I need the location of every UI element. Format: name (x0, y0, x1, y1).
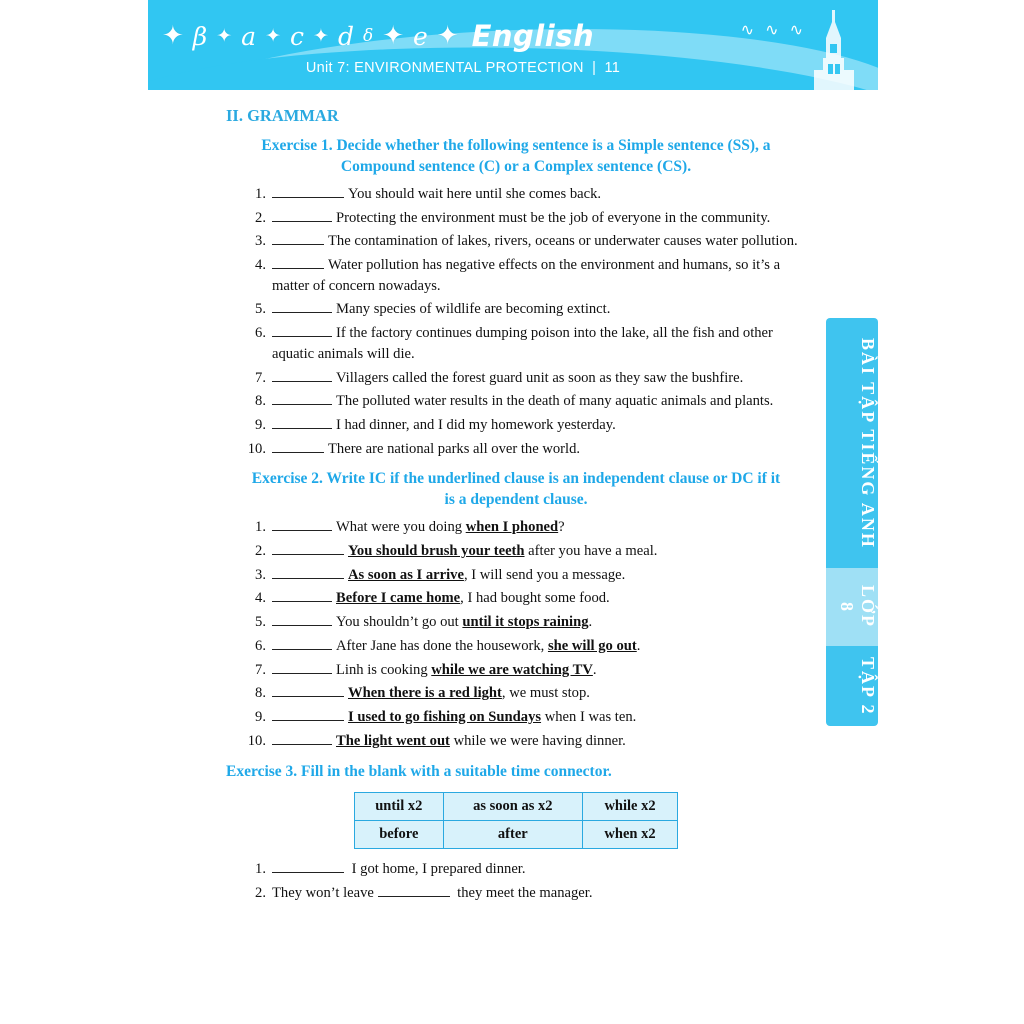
side-tab-grade: LỚP 8 (826, 568, 878, 646)
item-number: 2. (255, 885, 266, 902)
answer-blank[interactable] (272, 543, 344, 555)
underlined-clause: When there is a red light (348, 685, 502, 702)
answer-blank[interactable] (272, 685, 344, 697)
section-title: II. GRAMMAR (226, 106, 339, 125)
answer-blank[interactable] (272, 370, 332, 382)
answer-blank[interactable] (272, 709, 344, 721)
item-number: 6. (255, 637, 266, 654)
underlined-clause: As soon as I arrive (348, 566, 464, 583)
answer-blank[interactable] (272, 393, 332, 405)
item-number: 4. (255, 590, 266, 607)
underlined-clause: I used to go fishing on Sundays (348, 709, 542, 726)
time-connector-table (354, 792, 678, 849)
item-text-post: , we must stop. (501, 685, 590, 702)
answer-blank[interactable] (272, 590, 332, 602)
item-text-pre: After Jane has done the housework, (336, 637, 548, 654)
star-icon: ✦ (162, 21, 184, 51)
answer-blank[interactable] (272, 519, 332, 531)
item-number: 9. (255, 709, 266, 726)
answer-blank[interactable] (272, 257, 324, 269)
item-text-post: after you have a meal. (524, 543, 658, 560)
list-item (226, 612, 806, 633)
unit-header-line (148, 60, 878, 76)
table-cell: as soon as x2 (443, 793, 582, 821)
table-row (355, 821, 678, 849)
item-text: I had dinner, and I did my homework yesterday. (336, 417, 616, 434)
banner-letter-c: c (290, 21, 305, 51)
underlined-clause: when I phoned (465, 519, 559, 536)
list-item (226, 323, 806, 364)
item-text-post: ? (558, 519, 565, 536)
item-number: 8. (255, 393, 266, 410)
answer-blank[interactable] (272, 233, 324, 245)
table-cell: before (355, 821, 444, 849)
side-tab-volume: TẬP 2 (826, 646, 878, 726)
page-header-banner (148, 0, 878, 90)
star-icon: ✦ (313, 24, 329, 47)
answer-blank[interactable] (272, 614, 332, 626)
exercise-1-title-line1: Exercise 1. Decide whether the following sentence is a Simple sentence (SS), a (261, 137, 771, 154)
answer-blank[interactable] (272, 210, 332, 222)
exercise-2-list (226, 517, 806, 751)
answer-blank[interactable] (272, 662, 332, 674)
item-number: 10. (247, 732, 266, 749)
side-tab (826, 318, 878, 726)
table-cell: while x2 (583, 793, 678, 821)
item-text-post: while we were having dinner. (449, 732, 626, 749)
answer-blank[interactable] (272, 861, 344, 873)
item-number: 1. (255, 185, 266, 202)
list-item (226, 517, 806, 538)
item-number: 4. (255, 257, 266, 273)
underlined-clause: she will go out (547, 637, 637, 654)
item-text: I got home, I prepared dinner. (348, 861, 526, 878)
unit-title: Unit 7: ENVIRONMENTAL PROTECTION (305, 60, 584, 76)
item-text: The polluted water results in the death of many aquatic animals and plants. (336, 393, 774, 410)
answer-blank[interactable] (272, 638, 332, 650)
item-number: 1. (255, 861, 266, 878)
underlined-clause: until it stops raining (462, 614, 589, 631)
item-number: 2. (255, 209, 266, 226)
underlined-clause: You should brush your teeth (348, 543, 525, 560)
list-item (226, 439, 806, 460)
item-text-post: . (588, 614, 593, 631)
answer-blank[interactable] (272, 733, 332, 745)
item-text: There are national parks all over the world. (328, 440, 581, 457)
answer-blank[interactable] (272, 417, 332, 429)
item-text: The contamination of lakes, rivers, oceans or underwater causes water pollution. (328, 233, 798, 250)
star-icon: ✦ (436, 21, 459, 51)
exercise-1-list (226, 184, 806, 460)
item-text-pre: They won’t leave (272, 885, 378, 902)
banner-letter-e: e (413, 21, 428, 51)
table-row (355, 793, 678, 821)
answer-blank[interactable] (272, 567, 344, 579)
item-number: 3. (255, 566, 266, 583)
item-number: 5. (255, 614, 266, 631)
item-text: Villagers called the forest guard unit as soon as they saw the bushfire. (336, 369, 744, 386)
list-item (226, 660, 806, 681)
bird-icon: ∿ ∿ ∿ (740, 20, 806, 39)
item-text-post: when I was ten. (541, 709, 637, 726)
exercise-2-title-line2: is a dependent clause. (444, 491, 588, 509)
underlined-clause: while we are watching TV (431, 661, 593, 678)
item-number: 7. (255, 369, 266, 386)
exercise-1-title (226, 136, 806, 178)
item-number: 10. (247, 440, 266, 457)
side-tab-series-title: BÀI TẬP TIẾNG ANH (826, 318, 878, 568)
item-number: 1. (255, 519, 266, 536)
list-item (226, 255, 806, 296)
banner-letter-a: a (241, 21, 257, 51)
answer-blank[interactable] (272, 325, 332, 337)
exercise-1-title-line2: Compound sentence (C) or a Complex sentence (CS). (340, 157, 692, 175)
item-number: 7. (255, 661, 266, 678)
item-text: they meet the manager. (453, 885, 593, 902)
banner-title-word: English (471, 19, 595, 53)
item-number: 9. (255, 417, 266, 434)
page-content (226, 106, 806, 907)
exercise-3-list (226, 859, 806, 903)
list-item (226, 391, 806, 412)
list-item (226, 683, 806, 704)
decorative-glyph: δ (362, 26, 374, 46)
list-item (226, 368, 806, 389)
item-number: 8. (255, 685, 266, 702)
list-item (226, 859, 806, 880)
underlined-clause: The light went out (336, 732, 450, 749)
list-item (226, 565, 806, 586)
item-text-pre: You shouldn’t go out (336, 614, 463, 631)
answer-blank[interactable] (272, 186, 344, 198)
item-text-post: . (636, 637, 641, 654)
answer-blank[interactable] (272, 441, 324, 453)
star-icon: ✦ (265, 24, 281, 47)
exercise-2-title-line1: Exercise 2. Write IC if the underlined clause is an independent clause or DC if it (251, 470, 781, 488)
page-number: 11 (604, 60, 621, 76)
item-text: Water pollution has negative effects on the environment and humans, so it’s a matter of concern nowadays. (272, 257, 781, 294)
item-text-pre: Linh is cooking (336, 661, 432, 678)
list-item (226, 731, 806, 752)
unit-separator: | (592, 60, 597, 76)
star-icon: ✦ (216, 24, 233, 47)
item-text: Many species of wildlife are becoming extinct. (336, 301, 611, 318)
item-text-post: , I had bought some food. (460, 590, 610, 607)
item-number: 6. (255, 325, 266, 342)
item-text-post: . (592, 661, 597, 678)
list-item (226, 299, 806, 320)
item-number: 2. (255, 543, 266, 560)
item-number: 3. (255, 233, 266, 250)
list-item (226, 231, 806, 252)
list-item (226, 184, 806, 205)
list-item (226, 636, 806, 657)
exercise-3-title: Exercise 3. Fill in the blank with a suitable time connector. (226, 762, 612, 780)
table-cell: after (443, 821, 582, 849)
item-text: Protecting the environment must be the job of everyone in the community. (336, 209, 771, 226)
list-item (226, 208, 806, 229)
list-item (226, 883, 806, 904)
answer-blank[interactable] (272, 301, 332, 313)
banner-letter-d: d (337, 21, 354, 51)
answer-blank[interactable] (378, 885, 450, 897)
exercise-2-title (226, 469, 806, 511)
table-cell: until x2 (355, 793, 444, 821)
list-item (226, 541, 806, 562)
list-item (226, 588, 806, 609)
table-cell: when x2 (583, 821, 678, 849)
item-text-post: , I will send you a message. (463, 566, 626, 583)
decorative-glyph: β (192, 21, 208, 51)
item-number: 5. (255, 301, 266, 318)
item-text-pre: What were you doing (336, 519, 466, 536)
list-item (226, 707, 806, 728)
item-text: If the factory continues dumping poison into the lake, all the fish and other aquatic animals will die. (272, 325, 773, 362)
item-text: You should wait here until she comes back. (348, 185, 602, 202)
underlined-clause: Before I came home (336, 590, 461, 607)
star-icon: ✦ (382, 21, 404, 51)
list-item (226, 415, 806, 436)
